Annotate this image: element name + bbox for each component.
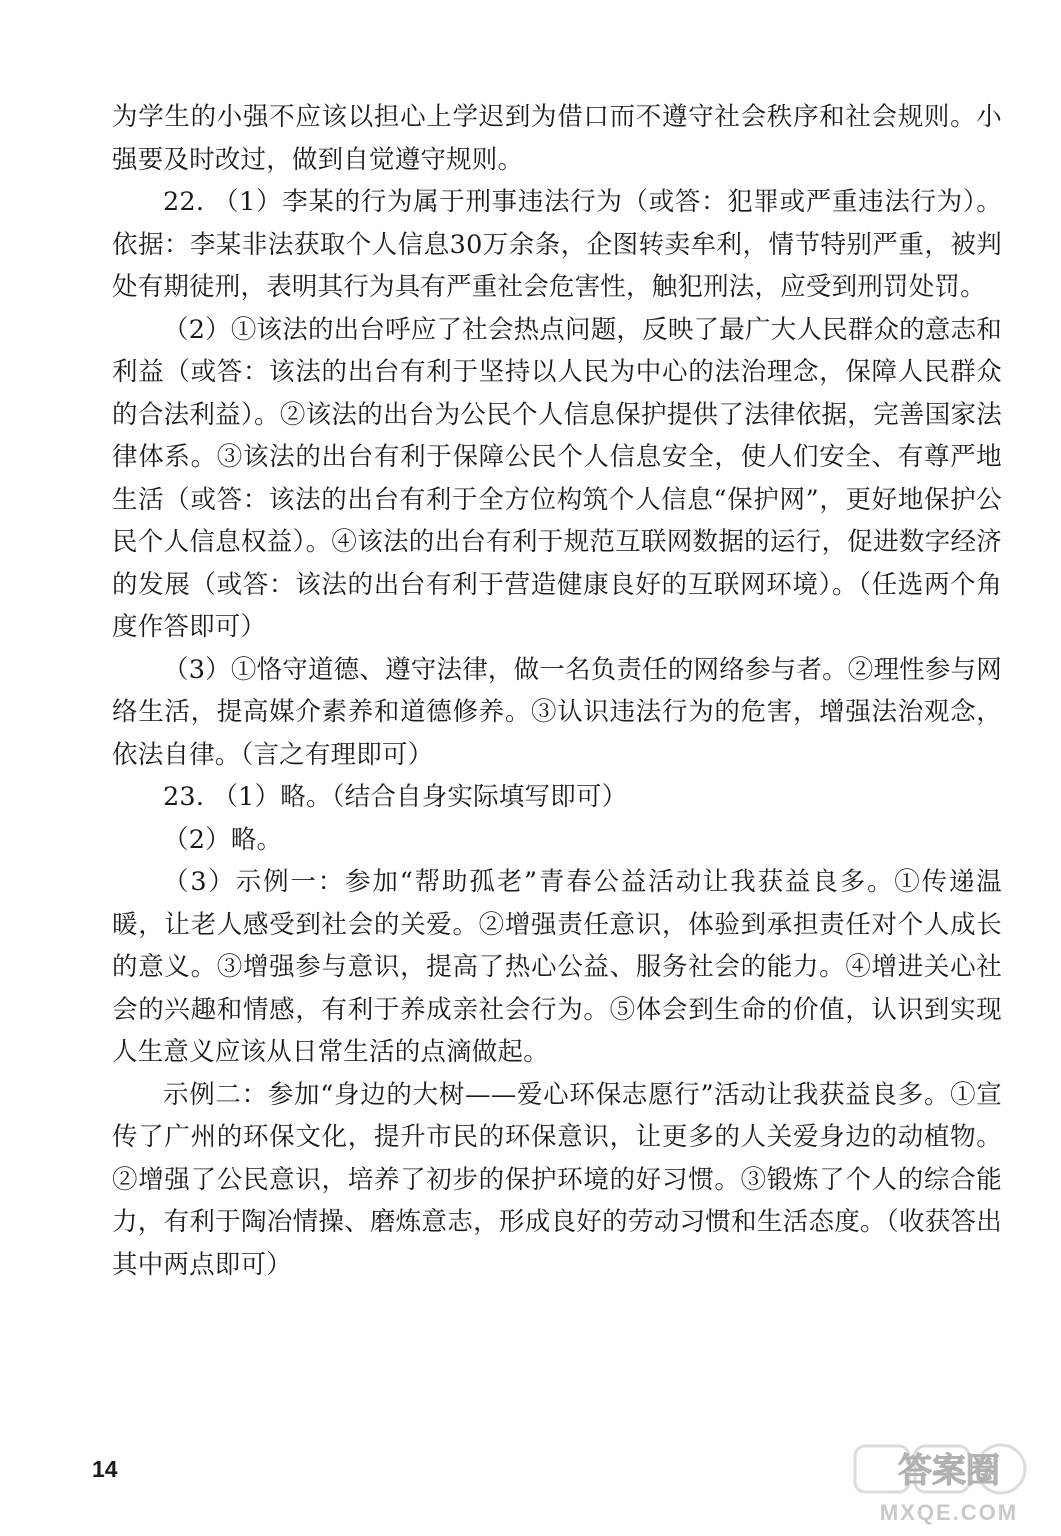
- page-number: 14: [92, 1456, 118, 1482]
- paragraph-q22-part1: 22. （1）李某的行为属于刑事违法行为（或答：犯罪或严重违法行为）。依据：李某非法获取个人信息30万余条，企图转卖牟利，情节特别严重，被判处有期徒刑，表明其行为具有严重社会危害性，触犯刑法，应受到刑罚处罚。: [112, 187, 1002, 302]
- paragraph-continuation: 为学生的小强不应该以担心上学迟到为借口而不遵守社会秩序和社会规则。小强要及时改过，做到自觉遵守规则。: [112, 102, 1002, 175]
- watermark-url-text: MXQE.COM: [879, 1500, 1019, 1525]
- watermark-main-text: 答案圈: [898, 1451, 1000, 1491]
- paragraph-q22-part3: （3）①恪守道德、遵守法律，做一名负责任的网络参与者。②理性参与网络生活，提高媒介素养和道德修养。③认识违法行为的危害，增强法治观念，依法自律。（言之有理即可）: [112, 654, 1002, 770]
- paragraph-q22-part2: （2）①该法的出台呼应了社会热点问题，反映了最广大人民群众的意志和利益（或答：该法的出台有利于坚持以人民为中心的法治理念，保障人民群众的合法利益）。②该法的出台为公民个人信息保护提供了法律依据，完善国家法律体系。③该法的出台有利于保障公民个人信息安全，使人们安全、有尊严地生活（或答：该法的出台有利于全方位构筑个人信息“保护网”，更好地保护公民个人信息权益）。④该法的出台有利于规范互联网数据的运行，促进数字经济的发展（或答：该法的出台有利于营造健康良好的互联网环境）。（任选两个角度作答即可）: [112, 314, 1002, 642]
- paragraph-q23-part3-example1: （3）示例一：参加“帮助孤老”青春公益活动让我获益良多。①传递温暖，让老人感受到社会的关爱。②增强责任意识，体验到承担责任对个人成长的意义。③增强参与意识，提高了热心公益、服务社会的能力。④增进关心社会的兴趣和情感，有利于养成亲社会行为。⑤体会到生命的价值，认识到实现人生意义应该从日常生活的点滴做起。: [112, 867, 1002, 1067]
- paragraph-q23-part3-example2: 示例二：参加“身边的大树——爱心环保志愿行”活动让我获益良多。①宣传了广州的环保文化，提升市民的环保意识，让更多的人关爱身边的动植物。②增强了公民意识，培养了初步的保护环境的好习惯。③锻炼了个人的综合能力，有利于陶冶情操、磨炼意志，形成良好的劳动习惯和生活态度。（收获答出其中两点即可）: [112, 1079, 1002, 1280]
- paragraph-q23-part1: 23. （1）略。（结合自身实际填写即可）: [163, 782, 628, 812]
- watermark-logo-icon: [849, 1440, 1049, 1528]
- answer-text-body: [112, 96, 1002, 1286]
- paragraph-q23-part2: （2）略。: [163, 824, 283, 855]
